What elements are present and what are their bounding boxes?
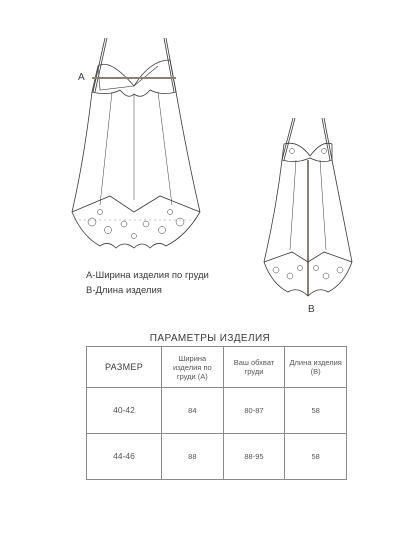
- header-chest-width: Ширина изделия по груди (А): [162, 347, 224, 388]
- cell-bust-girth: 80-87: [223, 388, 285, 434]
- header-bust-girth: Ваш обхват груди: [223, 347, 285, 388]
- label-b: B: [308, 304, 315, 315]
- table-row: [87, 388, 347, 434]
- cell-length: 58: [285, 434, 347, 480]
- label-a: A: [78, 72, 85, 83]
- cell-size: 40-42: [87, 388, 162, 434]
- table-row: [87, 434, 347, 480]
- cell-bust-girth: 88-95: [223, 434, 285, 480]
- cell-length: 58: [285, 388, 347, 434]
- cell-size: 44-46: [87, 434, 162, 480]
- header-length: Длина изделия (В): [285, 347, 347, 388]
- size-table: [86, 346, 347, 480]
- front-view-sketch: [72, 38, 200, 248]
- legend-line-a: А-Ширина изделия по груди: [86, 270, 209, 281]
- cell-chest-width: 88: [162, 434, 224, 480]
- measurement-legend: [86, 268, 209, 298]
- cell-chest-width: 84: [162, 388, 224, 434]
- table-header-row: [87, 347, 347, 388]
- table-title: ПАРАМЕТРЫ ИЗДЕЛИЯ: [149, 333, 271, 344]
- header-size: РАЗМЕР: [87, 347, 162, 388]
- legend-line-b: В-Длина изделия: [86, 285, 162, 296]
- back-view-sketch: [264, 118, 352, 296]
